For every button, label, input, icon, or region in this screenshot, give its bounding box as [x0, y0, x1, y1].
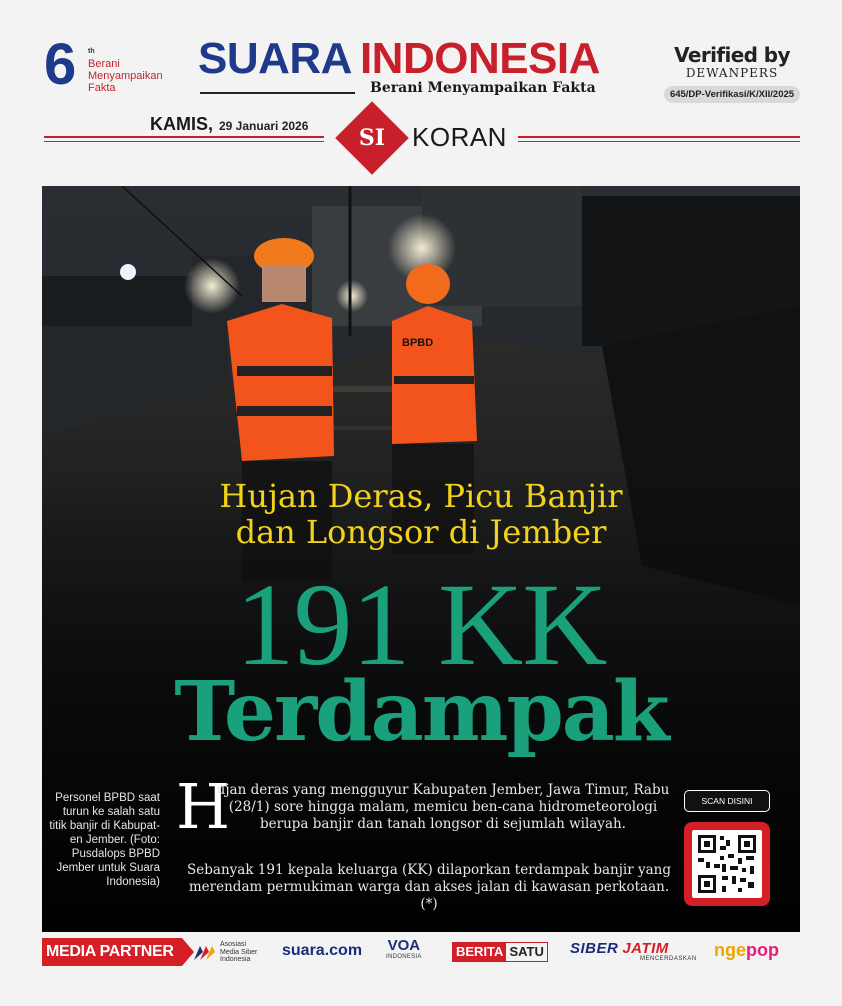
- big-headline-word: Terdampak: [174, 664, 668, 760]
- article-paragraph-2: Sebanyak 191 kepala keluarga (KK) dilaporkan terdampak banjir yang merendam permukiman warga dan akses jalan di kawasan perkotaan. (*): [187, 862, 671, 912]
- headline-line-1: Hujan Deras, Picu Banjir: [219, 477, 623, 515]
- partner-beritasatu[interactable]: [452, 942, 548, 962]
- vest-text: BPBD: [402, 337, 434, 349]
- qr-frame: [684, 822, 770, 906]
- verified-badge: [662, 44, 802, 103]
- media-partners-bar: [42, 938, 800, 966]
- verification-code: 645/DP-Verifikasi/K/XII/2025: [664, 86, 800, 103]
- qr-code[interactable]: [692, 830, 762, 898]
- masthead-indonesia: INDONESIA: [359, 34, 600, 83]
- amsi-name: [220, 941, 257, 964]
- edition-label: KORAN: [412, 122, 507, 152]
- anniversary-logo: [44, 32, 184, 104]
- tagline: Berani Menyampaikan Fakta: [370, 80, 596, 96]
- anniversary-line-2: Menyampaikan: [88, 70, 163, 82]
- scan-label: SCAN DISINI: [684, 790, 770, 812]
- amsi-line-2: Media Siber: [220, 948, 258, 956]
- anniversary-line-3: Fakta: [88, 82, 116, 94]
- headline: [42, 478, 800, 550]
- media-partner-label: MEDIA PARTNER: [42, 938, 182, 966]
- partner-suara-com[interactable]: suara.com: [282, 942, 363, 959]
- ngepop-part-2: pop: [746, 940, 780, 960]
- anniversary-number: 6: [44, 32, 77, 97]
- siberjatim-part-2: JATIM: [622, 940, 669, 957]
- anniversary-suffix: th: [88, 48, 95, 55]
- qr-scan-block[interactable]: [680, 790, 774, 906]
- big-headline-number: 191 KK: [235, 559, 607, 690]
- masthead[interactable]: [198, 36, 646, 82]
- amsi-logo-icon: [192, 942, 216, 962]
- header-rule: [518, 136, 800, 138]
- partner-ngepop[interactable]: [714, 940, 779, 964]
- ngepop-part-1: nge: [714, 940, 747, 960]
- siberjatim-subtitle: MENCERDASKAN: [640, 956, 697, 962]
- header-rule: [518, 141, 800, 142]
- masthead-suara: SUARA: [198, 34, 352, 83]
- voa-logo: VOA: [387, 937, 421, 954]
- qr-code-icon: [692, 830, 762, 898]
- article-paragraph-1: ujan deras yang mengguyur Kabupaten Jember, Jawa Timur, Rabu (28/1) sore hingga malam, memicu ben-cana hidrometeorologi berupa banjir dan tanah longsor di sejumlah wilayah.: [216, 782, 670, 832]
- issue-date: 29 Januari 2026: [219, 119, 309, 133]
- verified-title: Verified by: [674, 43, 790, 67]
- header-rule: [44, 136, 324, 138]
- masthead-underline: [200, 92, 355, 94]
- siberjatim-part-1: SIBER: [570, 940, 619, 957]
- partner-voa[interactable]: [386, 938, 422, 962]
- drop-cap: H: [176, 770, 231, 843]
- header-rule: [44, 141, 324, 142]
- anniversary-text: [88, 58, 188, 94]
- voa-subtitle: INDONESIA: [386, 954, 422, 960]
- anniversary-line-1: Berani: [88, 58, 120, 70]
- date-line: [150, 114, 308, 135]
- partner-siberjatim[interactable]: [570, 940, 697, 964]
- verified-org: DEWANPERS: [685, 66, 779, 80]
- photo-caption: Personel BPBD saat turun ke salah satu titik banjir di Kabupat-en Jember. (Foto: Pusdalops BPBD Jember untuk Suara Indonesia): [49, 792, 160, 888]
- beritasatu-part-1: BERITA: [453, 943, 506, 961]
- beritasatu-part-2: SATU: [509, 944, 544, 959]
- headline-line-2: dan Longsor di Jember: [235, 513, 607, 551]
- amsi-line-3: Indonesia: [220, 956, 251, 963]
- day-of-week: KAMIS,: [150, 114, 213, 134]
- amsi-line-1: Asosiasi: [220, 941, 247, 948]
- si-logo-text: SI: [358, 125, 386, 151]
